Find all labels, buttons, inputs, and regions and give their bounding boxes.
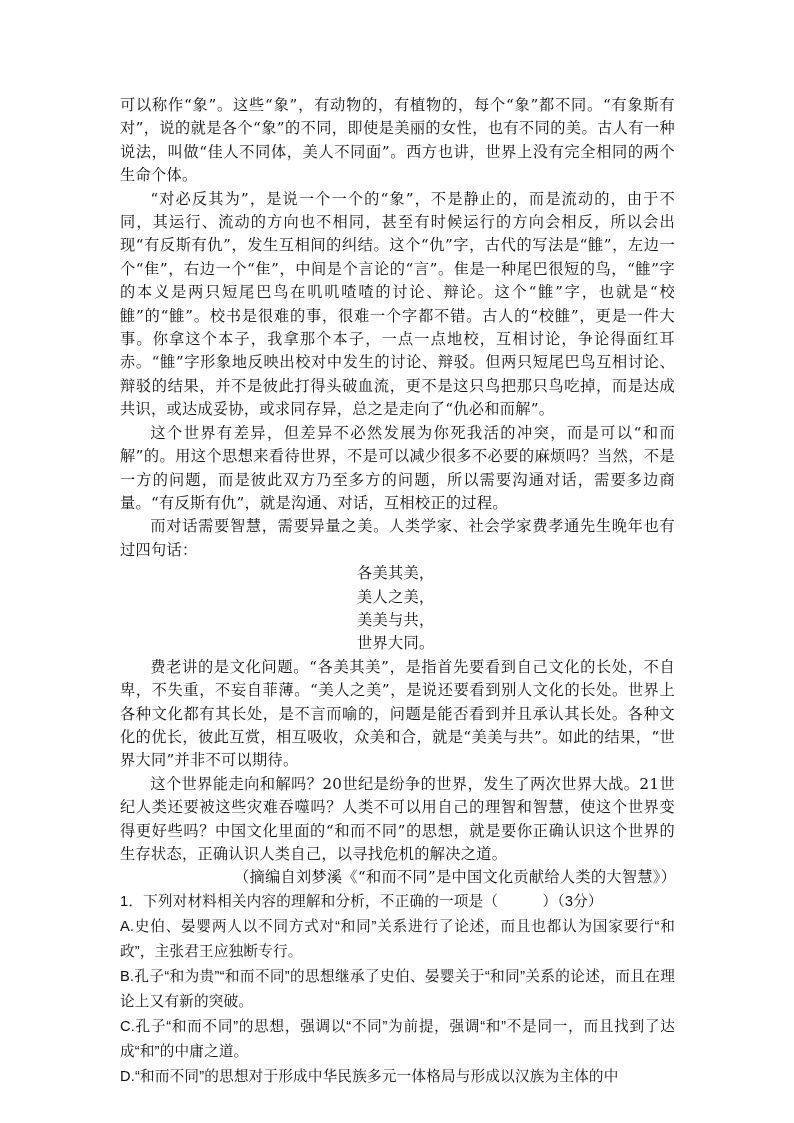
option-d: D.“和而不同”的思想对于形成中华民族多元一体格局与形成以汉族为主体的中 <box>120 1068 619 1085</box>
poem-line-4: 世界大同。 <box>357 634 435 653</box>
question-block <box>120 890 675 1090</box>
question-stem: 1．下列对材料相关内容的理解和分析，不正确的一项是（ ）（3分） <box>120 893 603 910</box>
source-citation: （摘编自刘梦溪《“和而不同”是中国文化贡献给人类的大智慧》） <box>234 868 677 887</box>
passage-body <box>120 94 675 1090</box>
option-c: C.孔子“和而不同”的思想，强调以“不同”为前提，强调“和”不是同一，而且找到了达成“和”的中庸之道。 <box>120 1018 675 1060</box>
passage-paragraph-3: 这个世界有差异，但差异不必然发展为你死我活的冲突，而是可以“和而解”的。用这个思想来看待世界，不是可以减少很多不必要的麻烦吗？当然，不是一方的问题，而是彼此双方乃至多方的问题，所以需要沟通对话，需要多边商量。“有反斯有仇”，就是沟通、对话，互相校正的过程。 <box>120 423 675 512</box>
poem-line-3: 美美与共， <box>357 610 435 629</box>
passage-paragraph-5: 费老讲的是文化问题。“各美其美”，是指首先要看到自己文化的长处，不自卑，不失重，不妄自菲薄。“美人之美”，是说还要看到别人文化的长处。世界上各种文化都有其长处，是不言而喻的，问题是能否看到并且承认其长处。各种文化的优长，彼此互赏，相互吸收，众美和合，就是“美美与共”。如此的结果，“世界大同”并非不可以期待。 <box>120 657 675 770</box>
poem-line-1: 各美其美， <box>357 564 435 583</box>
passage-paragraph-1: 可以称作“象”。这些“象”，有动物的，有植物的，每个“象”都不同。“有象斯有对”，说的就是各个“象”的不同，即使是美丽的女性，也有不同的美。古人有一种说法，叫做“佳人不同体，美人不同面”。西方也讲，世界上没有完全相同的两个生命个体。 <box>120 96 675 185</box>
poem-quote <box>120 562 675 656</box>
passage-paragraph-4: 而对话需要智慧，需要异量之美。人类学家、社会学家费孝通先生晚年也有过四句话： <box>120 517 675 559</box>
poem-line-2: 美人之美， <box>357 587 435 606</box>
passage-paragraph-2: “对必反其为”，是说一个一个的“象”，不是静止的，而是流动的，由于不同，其运行、流动的方向也不相同，甚至有时候运行的方向会相反，所以会出现“有反斯有仇”，发生互相间的纠结。这个“仇”字，古代的写法是“雔”，左边一个“隹”，右边一个“隹”，中间是个言论的“言”。隹是一种尾巴很短的鸟，“雔”字的本义是两只短尾巴鸟在叽叽喳喳的讨论、辩论。这个“雔”字，也就是“校雔”的“雔”。校书是很难的事，很难一个字都不错。古人的“校雔”，更是一件大事。你拿这个本子，我拿那个本子，一点一点地校，互相讨论，争论得面红耳赤。“雔”字形象地反映出校对中发生的讨论、辩驳。但两只短尾巴鸟互相讨论、辩驳的结果，并不是彼此打得头破血流，更不是这只鸟把那只鸟吃掉，而是达成共识，或达成妥协，或求同存异，总之是走向了“仇必和而解”。 <box>120 189 675 419</box>
option-b: B.孔子“和为贵”“和而不同”的思想继承了史伯、晏婴关于“和同”关系的论述，而且在理论上又有新的突破。 <box>120 968 675 1010</box>
passage-paragraph-6: 这个世界能走向和解吗？20世纪是纷争的世界，发生了两次世界大战。21世纪人类还要被这些灾难吞噬吗？人类不可以用自己的理智和智慧，使这个世界变得更好些吗？中国文化里面的“和而不同”的思想，就是要你正确认识这个世界的生存状态，正确认识人类自己，以寻找危机的解决之道。 <box>120 774 675 863</box>
option-a: A.史伯、晏婴两人以不同方式对“和同”关系进行了论述，而且也都认为国家要行“和政”，主张君王应独断专行。 <box>120 918 675 960</box>
